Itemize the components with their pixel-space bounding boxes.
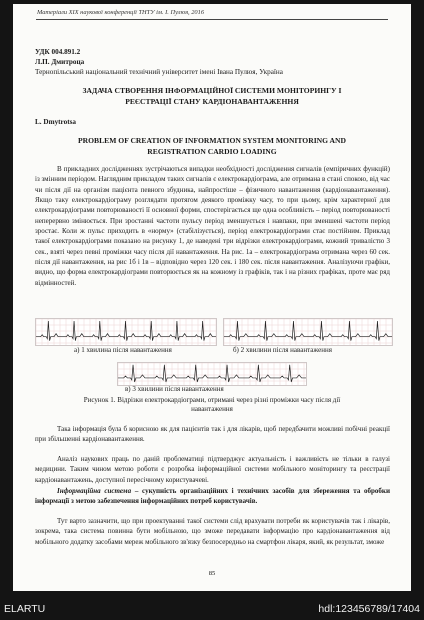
author-ua: Л.П. Дмитроца [35, 58, 85, 66]
handle-identifier: hdl:123456789/17404 [318, 603, 420, 615]
page-number: 85 [208, 570, 216, 577]
figure-caption-line1: Рисунок 1. Відрізки електрокардіограми, отримані через різні проміжки часу після дії [83, 396, 341, 404]
ecg-figure-c [117, 362, 307, 386]
title-ua-line1: ЗАДАЧА СТВОРЕННЯ ІНФОРМАЦІЙНОЇ СИСТЕМИ МОНІТОРИНГУ І [82, 86, 342, 95]
header-rule [36, 19, 388, 20]
viewer-footer [0, 600, 424, 620]
ecg-figure-a [35, 318, 217, 346]
title-en-line1: PROBLEM OF CREATION OF INFORMATION SYSTEM MONITORING AND [78, 136, 346, 145]
figure-caption-line2: навантаження [191, 405, 233, 413]
running-header: Матеріали XIX наукової конференції ТНТУ ім. І. Пулюя, 2016 [37, 9, 205, 16]
affiliation: Тернопільський національний технічний університет імені Івана Пулюя, Україна [35, 68, 283, 76]
title-ua-line2: РЕЄСТРАЦІЇ СТАНУ КАРДІОНАВАНТАЖЕННЯ [125, 97, 299, 106]
figure-caption-a: а) 1 хвилина після навантаження [74, 346, 172, 354]
figure-caption-b: б) 2 хвилини після навантаження [233, 346, 332, 354]
body-paragraph-6: Тут варто зазначити, що при проектуванні такої системи слід врахувати потреби як користувачів так і лікарів, зокрема, така система повинна бути мобільною, що зможе передавати інформацію про кардіонавантаження від мобільного додатку засобами мереж мобільного зв'язку безпосередньо на смартфон лікаря, який, як результат, зможе [35, 517, 390, 546]
document-page [13, 4, 411, 591]
body-paragraph-3: Така інформація була б корисною як для пацієнтів так і для лікарів, щоб передбачити можливі побічні реакції при збільшенні кардіонавантаження. [35, 425, 390, 444]
figure-caption-c: в) 3 хвилини після навантаження [125, 385, 224, 393]
definition-term: Інформаційна система [57, 487, 132, 495]
repository-name: ELARTU [4, 603, 46, 615]
author-en: L. Dmytrotsa [35, 118, 76, 126]
title-en-line2: REGISTRATION CARDIO LOADING [147, 147, 277, 156]
body-paragraph-5 [35, 486, 390, 507]
body-paragraph-1: В прикладних дослідженнях зустрічаються випадки необхідності дослідження сигналів (емпіричних функцій) із змінним періодом. Наглядним прикладом таких сигналів є електрокардіограма, але отримана в стані спокою, від час чи після дії на організм пацієнта певного збудника, найпростіше – фізичного навантаження (кардіонавантаження). Якщо таку електрокардіограму розглядати протягом деякого проміжку часу, то при цьому, крім характерної для електрокардіограми повторюваності її основної форми, спостерігається ще одна особливість – період повторюваності неперервно змінюється. При зростанні частоти пульсу період зменшується і навпаки, при зменшені частоти період зростає. Коли ж пульс приходить в «норму» (стабілізується), період електрокардіограми стає постійним. Приклад такої електрокардіограми показано на рисунку 1, де наведені три відрізки електрокардіограми, кожний тривалістю 3 сек., взяті через певні проміжки часу після дії навантаження. На рис. 1а – електрокардіограма отримана через 60 сек. після дії навантаження, на рис 1б і 1в – відповідно через 120 сек. і 180 сек. після навантаження. Аналізуючи графіки, видно, що форма електрокардіограми повторюється як на кожному із графіків, так і на різних графіках, проте має ряд відмінностей. [35, 165, 390, 287]
udk-code: УДК 004.891.2 [35, 48, 81, 56]
definition-text: – сукупність організаційних і технічних засобів для збереження та обробки інформації з метою забезпечення інформаційних потреб користувачів. [35, 487, 390, 506]
ecg-trace [118, 365, 306, 382]
body-paragraph-4: Аналіз наукових праць по даній проблематиці підтверджує актуальність і важливість не тільки в галузі медицини. Таким чином метою роботи є розробка інформаційної системи мобільного моніторингу та реєстрації кардіонавантажень, доступної пересічному користувачеві. [35, 455, 390, 484]
ecg-figure-b [223, 318, 393, 346]
